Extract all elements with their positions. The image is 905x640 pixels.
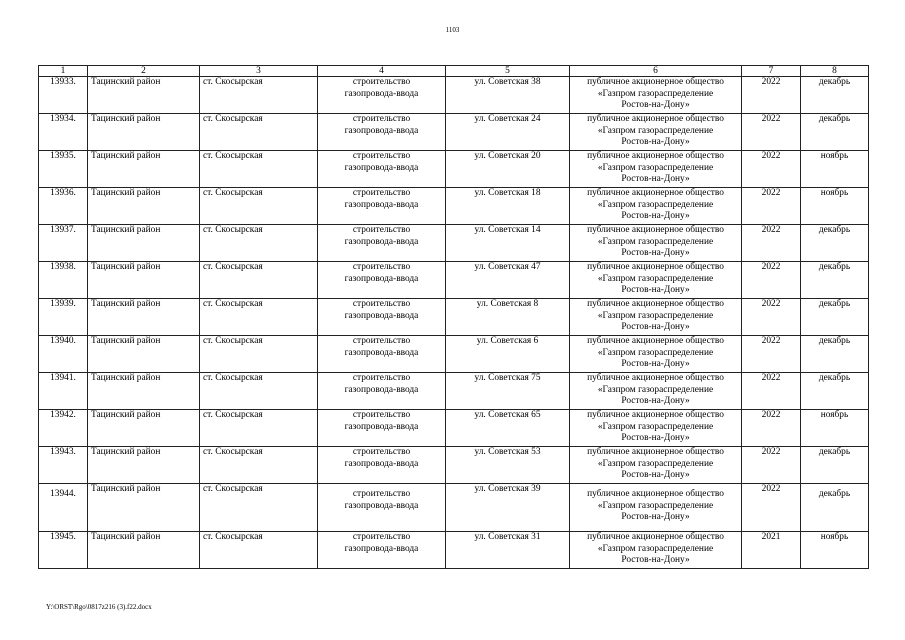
- org-line: Ростов-на-Дону»: [621, 100, 690, 110]
- org-line: «Газпром газораспределение: [597, 162, 714, 173]
- work-cell: [318, 410, 446, 447]
- work-line: строительство: [352, 336, 411, 346]
- org-line: Ростов-на-Дону»: [621, 285, 690, 295]
- work-cell: [318, 114, 446, 151]
- org-line: «Газпром газораспределение: [597, 125, 714, 136]
- work-line: строительство: [352, 262, 411, 272]
- org-line: публичное акционерное общество: [587, 188, 724, 198]
- work-line: газопровода-ввода: [344, 273, 419, 284]
- org-line: публичное акционерное общество: [587, 262, 724, 272]
- work-line: строительство: [352, 188, 411, 198]
- org-line: публичное акционерное общество: [587, 299, 724, 309]
- header-col-5: 5: [446, 66, 570, 77]
- year-cell: 2022: [742, 151, 801, 188]
- locality-cell: ст. Скосырская: [200, 447, 318, 484]
- row-number: 13934.: [39, 114, 88, 151]
- org-line: «Газпром газораспределение: [597, 421, 714, 432]
- org-line: публичное акционерное общество: [587, 114, 724, 124]
- work-line: газопровода-ввода: [344, 88, 419, 99]
- row-number: 13942.: [39, 410, 88, 447]
- work-cell: [318, 532, 446, 569]
- work-cell: [318, 373, 446, 410]
- table-row: [39, 373, 869, 410]
- work-cell: [318, 225, 446, 262]
- district-cell: Тацинский район: [88, 262, 200, 299]
- table-row: [39, 484, 869, 532]
- org-line: Ростов-на-Дону»: [621, 470, 690, 480]
- work-line: строительство: [352, 77, 411, 87]
- work-line: газопровода-ввода: [344, 421, 419, 432]
- address-cell: ул. Советская 38: [446, 77, 570, 114]
- header-col-8: 8: [801, 66, 869, 77]
- table-row: [39, 225, 869, 262]
- organization-cell: [570, 410, 742, 447]
- work-line: строительство: [352, 410, 411, 420]
- year-cell: 2022: [742, 336, 801, 373]
- work-line: газопровода-ввода: [344, 347, 419, 358]
- month-cell: декабрь: [801, 77, 869, 114]
- header-col-7: 7: [742, 66, 801, 77]
- work-line: газопровода-ввода: [344, 162, 419, 173]
- org-line: Ростов-на-Дону»: [621, 359, 690, 369]
- locality-cell: ст. Скосырская: [200, 299, 318, 336]
- table-row: [39, 410, 869, 447]
- row-number: 13937.: [39, 225, 88, 262]
- organization-cell: [570, 336, 742, 373]
- month-cell: ноябрь: [801, 151, 869, 188]
- table-row: [39, 299, 869, 336]
- organization-cell: [570, 77, 742, 114]
- table-row: [39, 336, 869, 373]
- year-cell: 2022: [742, 114, 801, 151]
- organization-cell: [570, 532, 742, 569]
- year-cell: 2021: [742, 532, 801, 569]
- row-number: 13945.: [39, 532, 88, 569]
- year-cell: 2022: [742, 262, 801, 299]
- address-cell: ул. Советская 31: [446, 532, 570, 569]
- registry-table: [38, 65, 869, 569]
- work-line: строительство: [352, 532, 411, 542]
- locality-cell: ст. Скосырская: [200, 336, 318, 373]
- row-number: 13939.: [39, 299, 88, 336]
- org-line: Ростов-на-Дону»: [621, 433, 690, 443]
- address-cell: ул. Советская 24: [446, 114, 570, 151]
- work-cell: [318, 188, 446, 225]
- table-row: [39, 262, 869, 299]
- month-cell: декабрь: [801, 373, 869, 410]
- work-line: газопровода-ввода: [344, 543, 419, 554]
- month-cell: декабрь: [801, 225, 869, 262]
- org-line: публичное акционерное общество: [587, 336, 724, 346]
- work-line: газопровода-ввода: [344, 458, 419, 469]
- year-cell: 2022: [742, 447, 801, 484]
- org-line: Ростов-на-Дону»: [621, 322, 690, 332]
- org-line: Ростов-на-Дону»: [621, 396, 690, 406]
- month-cell: ноябрь: [801, 188, 869, 225]
- row-number: 13943.: [39, 447, 88, 484]
- organization-cell: [570, 114, 742, 151]
- org-line: «Газпром газораспределение: [597, 236, 714, 247]
- table-row: [39, 77, 869, 114]
- org-line: публичное акционерное общество: [587, 489, 724, 499]
- month-cell: декабрь: [801, 336, 869, 373]
- work-line: газопровода-ввода: [344, 236, 419, 247]
- district-cell: Тацинский район: [88, 299, 200, 336]
- work-line: строительство: [352, 151, 411, 161]
- locality-cell: ст. Скосырская: [200, 114, 318, 151]
- year-cell: 2022: [742, 188, 801, 225]
- organization-cell: [570, 299, 742, 336]
- district-cell: Тацинский район: [88, 188, 200, 225]
- month-cell: декабрь: [801, 447, 869, 484]
- table-row: [39, 151, 869, 188]
- header-row: [39, 66, 869, 77]
- org-line: «Газпром газораспределение: [597, 347, 714, 358]
- year-cell: 2022: [742, 225, 801, 262]
- org-line: Ростов-на-Дону»: [621, 248, 690, 258]
- org-line: Ростов-на-Дону»: [621, 555, 690, 565]
- work-line: строительство: [352, 299, 411, 309]
- org-line: публичное акционерное общество: [587, 410, 724, 420]
- org-line: «Газпром газораспределение: [597, 88, 714, 99]
- locality-cell: ст. Скосырская: [200, 77, 318, 114]
- org-line: публичное акционерное общество: [587, 77, 724, 87]
- org-line: Ростов-на-Дону»: [621, 512, 690, 522]
- work-cell: [318, 151, 446, 188]
- row-number: 13935.: [39, 151, 88, 188]
- locality-cell: ст. Скосырская: [200, 188, 318, 225]
- organization-cell: [570, 447, 742, 484]
- row-number: 13940.: [39, 336, 88, 373]
- org-line: «Газпром газораспределение: [597, 384, 714, 395]
- district-cell: Тацинский район: [88, 410, 200, 447]
- row-number: 13938.: [39, 262, 88, 299]
- district-cell: Тацинский район: [88, 77, 200, 114]
- locality-cell: ст. Скосырская: [200, 262, 318, 299]
- work-line: газопровода-ввода: [344, 384, 419, 395]
- page-number: 1103: [445, 26, 460, 34]
- address-cell: ул. Советская 6: [446, 336, 570, 373]
- org-line: публичное акционерное общество: [587, 373, 724, 383]
- year-cell: 2022: [742, 410, 801, 447]
- address-cell: ул. Советская 14: [446, 225, 570, 262]
- month-cell: декабрь: [801, 262, 869, 299]
- locality-cell: ст. Скосырская: [200, 410, 318, 447]
- locality-cell: ст. Скосырская: [200, 484, 318, 532]
- address-cell: ул. Советская 39: [446, 484, 570, 532]
- org-line: «Газпром газораспределение: [597, 458, 714, 469]
- org-line: Ростов-на-Дону»: [621, 137, 690, 147]
- district-cell: Тацинский район: [88, 532, 200, 569]
- org-line: публичное акционерное общество: [587, 225, 724, 235]
- work-line: строительство: [352, 489, 411, 499]
- org-line: «Газпром газораспределение: [597, 273, 714, 284]
- address-cell: ул. Советская 18: [446, 188, 570, 225]
- header-col-4: 4: [318, 66, 446, 77]
- work-cell: [318, 262, 446, 299]
- work-line: строительство: [352, 447, 411, 457]
- locality-cell: ст. Скосырская: [200, 373, 318, 410]
- organization-cell: [570, 484, 742, 532]
- work-line: строительство: [352, 225, 411, 235]
- year-cell: 2022: [742, 299, 801, 336]
- district-cell: Тацинский район: [88, 336, 200, 373]
- org-line: «Газпром газораспределение: [597, 310, 714, 321]
- district-cell: Тацинский район: [88, 114, 200, 151]
- org-line: публичное акционерное общество: [587, 532, 724, 542]
- month-cell: декабрь: [801, 299, 869, 336]
- district-cell: Тацинский район: [88, 225, 200, 262]
- address-cell: ул. Советская 65: [446, 410, 570, 447]
- year-cell: 2022: [742, 77, 801, 114]
- work-line: строительство: [352, 373, 411, 383]
- org-line: «Газпром газораспределение: [597, 199, 714, 210]
- header-col-6: 6: [570, 66, 742, 77]
- month-cell: декабрь: [801, 114, 869, 151]
- organization-cell: [570, 262, 742, 299]
- work-cell: [318, 447, 446, 484]
- month-cell: ноябрь: [801, 410, 869, 447]
- row-number: 13944.: [39, 484, 88, 532]
- row-number: 13936.: [39, 188, 88, 225]
- locality-cell: ст. Скосырская: [200, 532, 318, 569]
- work-cell: [318, 336, 446, 373]
- table-row: [39, 114, 869, 151]
- organization-cell: [570, 225, 742, 262]
- table-row: [39, 447, 869, 484]
- org-line: «Газпром газораспределение: [597, 500, 714, 511]
- year-cell: 2022: [742, 484, 801, 532]
- work-line: газопровода-ввода: [344, 310, 419, 321]
- work-line: газопровода-ввода: [344, 500, 419, 511]
- address-cell: ул. Советская 20: [446, 151, 570, 188]
- table-row: [39, 532, 869, 569]
- district-cell: Тацинский район: [88, 484, 200, 532]
- district-cell: Тацинский район: [88, 373, 200, 410]
- address-cell: ул. Советская 47: [446, 262, 570, 299]
- month-cell: ноябрь: [801, 532, 869, 569]
- locality-cell: ст. Скосырская: [200, 225, 318, 262]
- work-line: газопровода-ввода: [344, 199, 419, 210]
- org-line: публичное акционерное общество: [587, 151, 724, 161]
- work-line: строительство: [352, 114, 411, 124]
- work-line: газопровода-ввода: [344, 125, 419, 136]
- header-col-1: 1: [39, 66, 88, 77]
- year-cell: 2022: [742, 373, 801, 410]
- header-col-3: 3: [200, 66, 318, 77]
- month-cell: декабрь: [801, 484, 869, 532]
- organization-cell: [570, 373, 742, 410]
- district-cell: Тацинский район: [88, 151, 200, 188]
- org-line: Ростов-на-Дону»: [621, 174, 690, 184]
- work-cell: [318, 77, 446, 114]
- row-number: 13933.: [39, 77, 88, 114]
- org-line: «Газпром газораспределение: [597, 543, 714, 554]
- organization-cell: [570, 151, 742, 188]
- work-cell: [318, 484, 446, 532]
- address-cell: ул. Советская 75: [446, 373, 570, 410]
- work-cell: [318, 299, 446, 336]
- address-cell: ул. Советская 8: [446, 299, 570, 336]
- locality-cell: ст. Скосырская: [200, 151, 318, 188]
- row-number: 13941.: [39, 373, 88, 410]
- org-line: Ростов-на-Дону»: [621, 211, 690, 221]
- address-cell: ул. Советская 53: [446, 447, 570, 484]
- org-line: публичное акционерное общество: [587, 447, 724, 457]
- header-col-2: 2: [88, 66, 200, 77]
- organization-cell: [570, 188, 742, 225]
- file-path-footer: Y:\ORST\Rgo\0817z216 (3).f22.docx: [46, 603, 152, 611]
- table-row: [39, 188, 869, 225]
- district-cell: Тацинский район: [88, 447, 200, 484]
